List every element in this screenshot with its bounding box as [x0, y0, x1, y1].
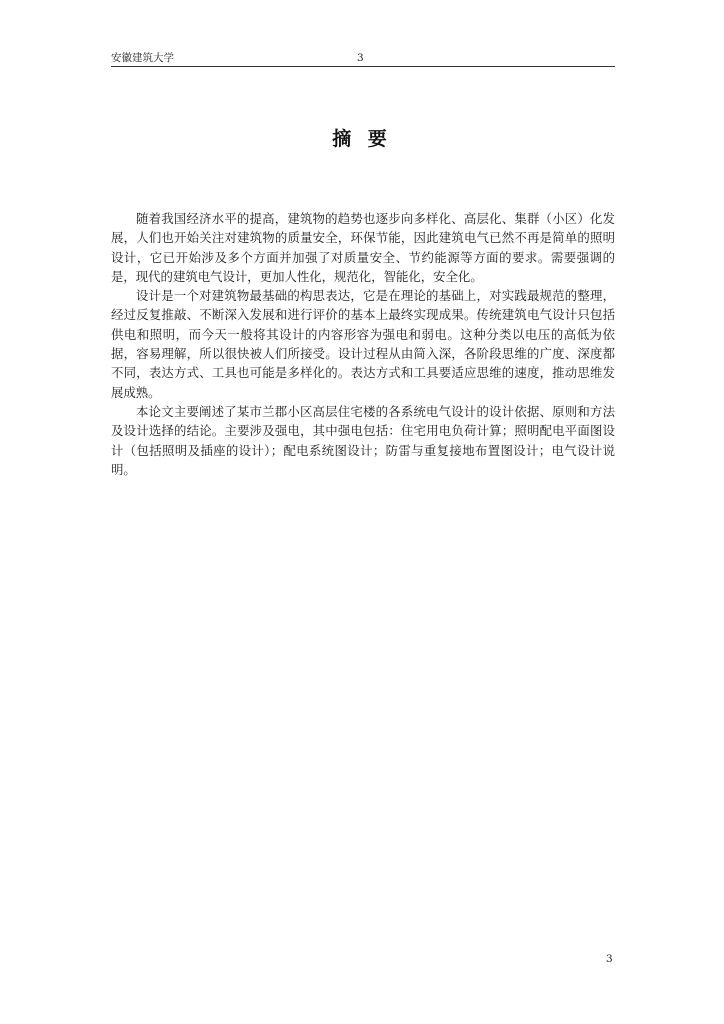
- abstract-paragraph-3: 本论文主要阐述了某市兰郡小区高层住宅楼的各系统电气设计的设计依据、原则和方法及设计选择的结论。主要涉及强电，其中强电包括：住宅用电负荷计算；照明配电平面图设计（包括照明及插座的设计）；配电系统图设计；防雷与重复接地布置图设计；电气设计说明。: [111, 403, 615, 477]
- footer-page-number: 3: [606, 953, 613, 965]
- header-divider: [111, 66, 615, 67]
- header-page-number: 3: [357, 52, 364, 64]
- abstract-title: 摘 要: [332, 128, 392, 150]
- abstract-paragraph-1: 随着我国经济水平的提高，建筑物的趋势也逐步向多样化、高层化、集群（小区）化发展，人们也开始关注对建筑物的质量安全，环保节能，因此建筑电气已然不再是简单的照明设计，它已开始涉及多个方面并加强了对质量安全、节约能源等方面的要求。需要强调的是，现代的建筑电气设计，更加人性化，规范化，智能化，安全化。: [111, 211, 615, 284]
- abstract-body: [111, 209, 615, 479]
- header-school-name: 安徽建筑大学: [111, 52, 174, 64]
- abstract-paragraph-2: 设计是一个对建筑物最基础的构思表达，它是在理论的基础上，对实践最规范的整理，经过反复推敲、不断深入发展和进行评价的基本上最终实现成果。传统建筑电气设计只包括供电和照明，而今天一般将其设计的内容形容为强电和弱电。这种分类以电压的高低为依据，容易理解，所以很快被人们所接受。设计过程从由简入深，各阶段思维的广度、深度都不同，表达方式、工具也可能是多样化的。表达方式和工具要适应思维的速度，推动思维发展成熟。: [111, 288, 615, 400]
